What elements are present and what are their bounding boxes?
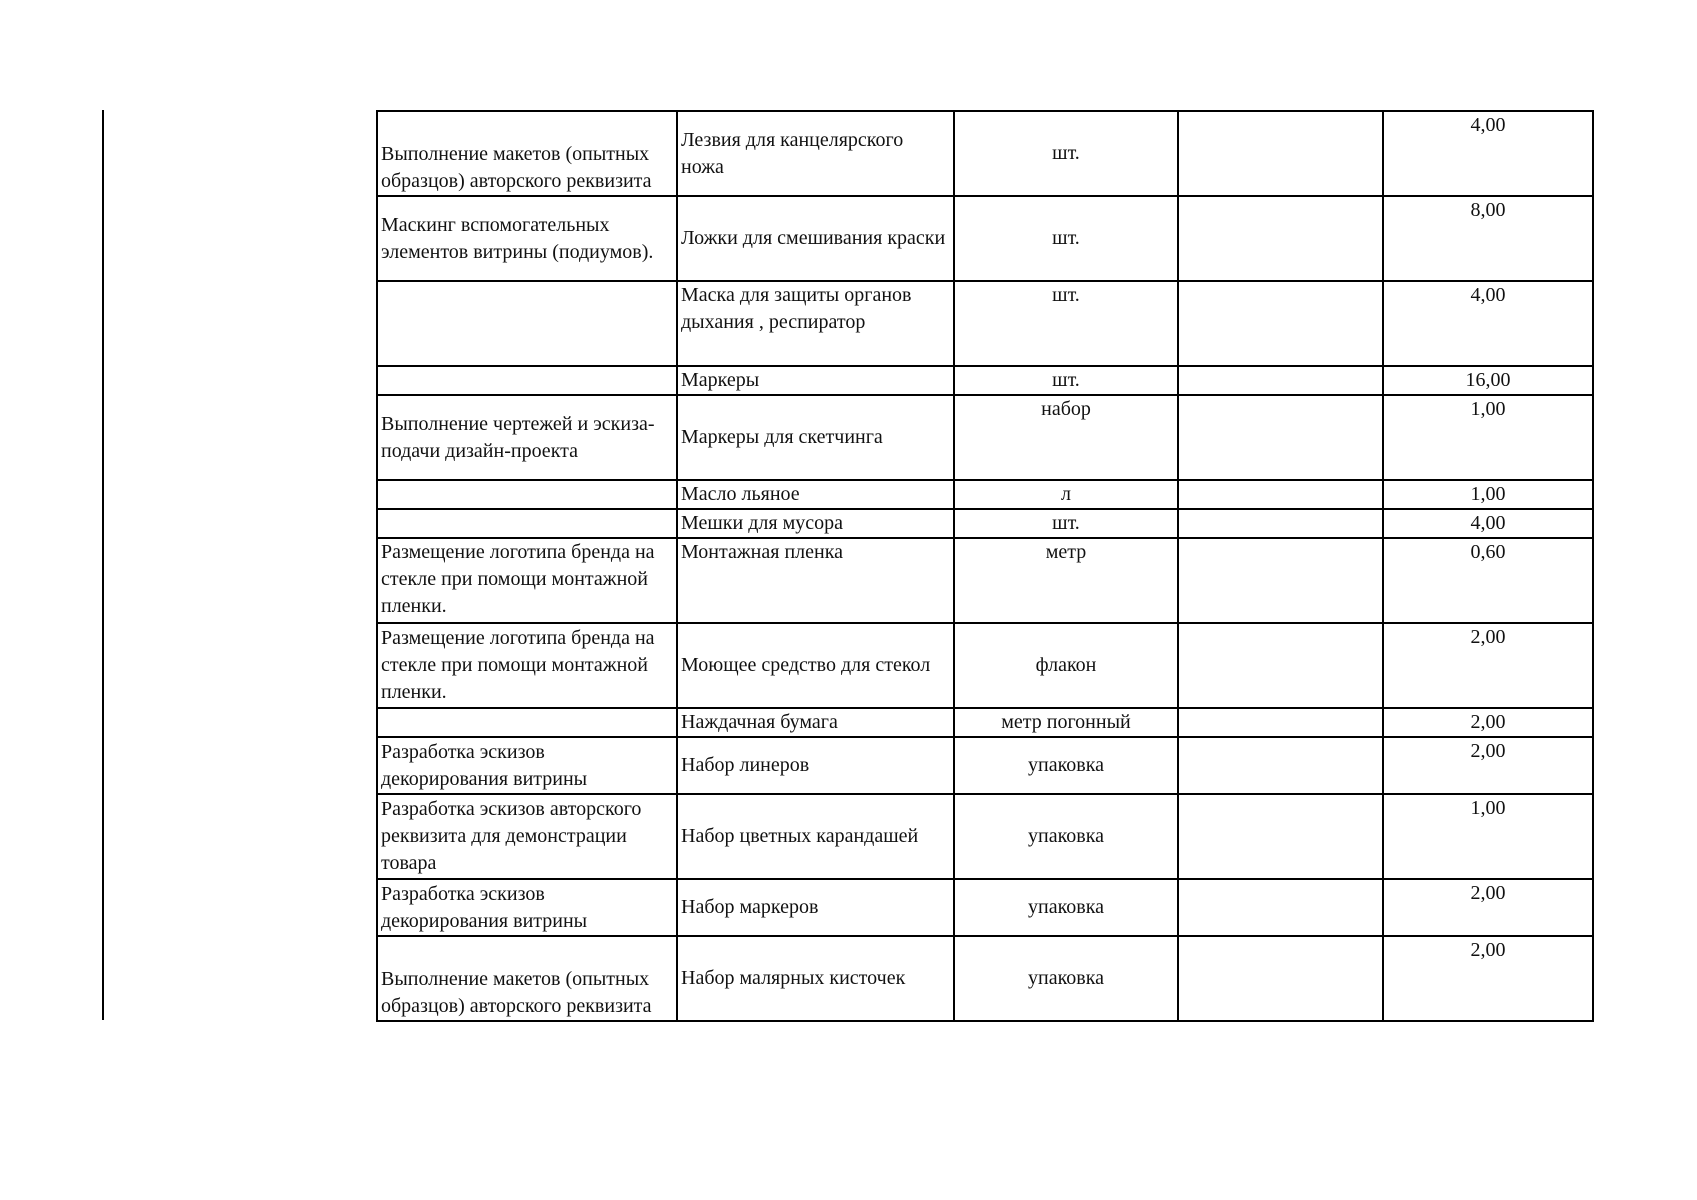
table-row xyxy=(377,196,1593,281)
unit-cell: шт. xyxy=(954,111,1178,196)
quantity-cell: 1,00 xyxy=(1383,794,1593,879)
table-row xyxy=(377,111,1593,196)
unit-cell: упаковка xyxy=(954,794,1178,879)
material-cell: Набор малярных кисточек xyxy=(677,936,954,1021)
table-row xyxy=(377,879,1593,936)
work-cell xyxy=(377,281,677,366)
material-cell: Ложки для смешивания краски xyxy=(677,196,954,281)
material-cell: Монтажная пленка xyxy=(677,538,954,623)
table-row xyxy=(377,395,1593,480)
table-row xyxy=(377,538,1593,623)
work-cell: Разработка эскизов декорирования витрины xyxy=(377,737,677,794)
quantity-cell: 2,00 xyxy=(1383,879,1593,936)
empty-cell xyxy=(1178,509,1383,538)
unit-cell: метр погонный xyxy=(954,708,1178,737)
quantity-cell: 2,00 xyxy=(1383,623,1593,708)
empty-cell xyxy=(1178,623,1383,708)
work-cell: Размещение логотипа бренда на стекле при помощи монтажной пленки. xyxy=(377,538,677,623)
unit-cell: упаковка xyxy=(954,737,1178,794)
unit-cell: метр xyxy=(954,538,1178,623)
work-cell: Разработка эскизов авторского реквизита для демонстрации товара xyxy=(377,794,677,879)
unit-cell: л xyxy=(954,480,1178,509)
unit-cell: шт. xyxy=(954,281,1178,366)
table-row xyxy=(377,366,1593,395)
table-row xyxy=(377,509,1593,538)
table-row xyxy=(377,794,1593,879)
work-cell xyxy=(377,708,677,737)
table-row xyxy=(377,281,1593,366)
quantity-cell: 2,00 xyxy=(1383,708,1593,737)
unit-cell: упаковка xyxy=(954,879,1178,936)
quantity-cell: 8,00 xyxy=(1383,196,1593,281)
empty-cell xyxy=(1178,480,1383,509)
material-cell: Маркеры xyxy=(677,366,954,395)
empty-cell xyxy=(1178,111,1383,196)
work-cell xyxy=(377,509,677,538)
quantity-cell: 4,00 xyxy=(1383,111,1593,196)
material-cell: Маркеры для скетчинга xyxy=(677,395,954,480)
material-cell: Масло льяное xyxy=(677,480,954,509)
unit-cell: шт. xyxy=(954,196,1178,281)
material-cell: Набор линеров xyxy=(677,737,954,794)
material-cell: Набор маркеров xyxy=(677,879,954,936)
work-cell: Выполнение макетов (опытных образцов) авторского реквизита xyxy=(377,936,677,1021)
empty-cell xyxy=(1178,196,1383,281)
table-row xyxy=(377,737,1593,794)
quantity-cell: 4,00 xyxy=(1383,281,1593,366)
work-cell: Выполнение макетов (опытных образцов) авторского реквизита xyxy=(377,111,677,196)
unit-cell: флакон xyxy=(954,623,1178,708)
empty-cell xyxy=(1178,879,1383,936)
table-row xyxy=(377,623,1593,708)
work-cell: Выполнение чертежей и эскиза-подачи дизайн-проекта xyxy=(377,395,677,480)
work-cell xyxy=(377,366,677,395)
material-cell: Моющее средство для стекол xyxy=(677,623,954,708)
empty-cell xyxy=(1178,395,1383,480)
work-cell xyxy=(377,480,677,509)
quantity-cell: 2,00 xyxy=(1383,737,1593,794)
material-cell: Лезвия для канцелярского ножа xyxy=(677,111,954,196)
quantity-cell: 1,00 xyxy=(1383,395,1593,480)
material-cell: Наждачная бумага xyxy=(677,708,954,737)
unit-cell: упаковка xyxy=(954,936,1178,1021)
quantity-cell: 0,60 xyxy=(1383,538,1593,623)
table-row xyxy=(377,480,1593,509)
empty-cell xyxy=(1178,366,1383,395)
materials-table xyxy=(376,110,1594,1022)
quantity-cell: 2,00 xyxy=(1383,936,1593,1021)
empty-cell xyxy=(1178,737,1383,794)
material-cell: Маска для защиты органов дыхания , респиратор xyxy=(677,281,954,366)
unit-cell: шт. xyxy=(954,366,1178,395)
table-row xyxy=(377,708,1593,737)
quantity-cell: 1,00 xyxy=(1383,480,1593,509)
quantity-cell: 4,00 xyxy=(1383,509,1593,538)
material-cell: Набор цветных карандашей xyxy=(677,794,954,879)
unit-cell: шт. xyxy=(954,509,1178,538)
page-margin-rule xyxy=(102,110,104,1020)
table-row xyxy=(377,936,1593,1021)
empty-cell xyxy=(1178,936,1383,1021)
work-cell: Разработка эскизов декорирования витрины xyxy=(377,879,677,936)
unit-cell: набор xyxy=(954,395,1178,480)
empty-cell xyxy=(1178,708,1383,737)
empty-cell xyxy=(1178,794,1383,879)
work-cell: Размещение логотипа бренда на стекле при помощи монтажной пленки. xyxy=(377,623,677,708)
material-cell: Мешки для мусора xyxy=(677,509,954,538)
empty-cell xyxy=(1178,538,1383,623)
work-cell: Маскинг вспомогательных элементов витрины (подиумов). xyxy=(377,196,677,281)
quantity-cell: 16,00 xyxy=(1383,366,1593,395)
empty-cell xyxy=(1178,281,1383,366)
